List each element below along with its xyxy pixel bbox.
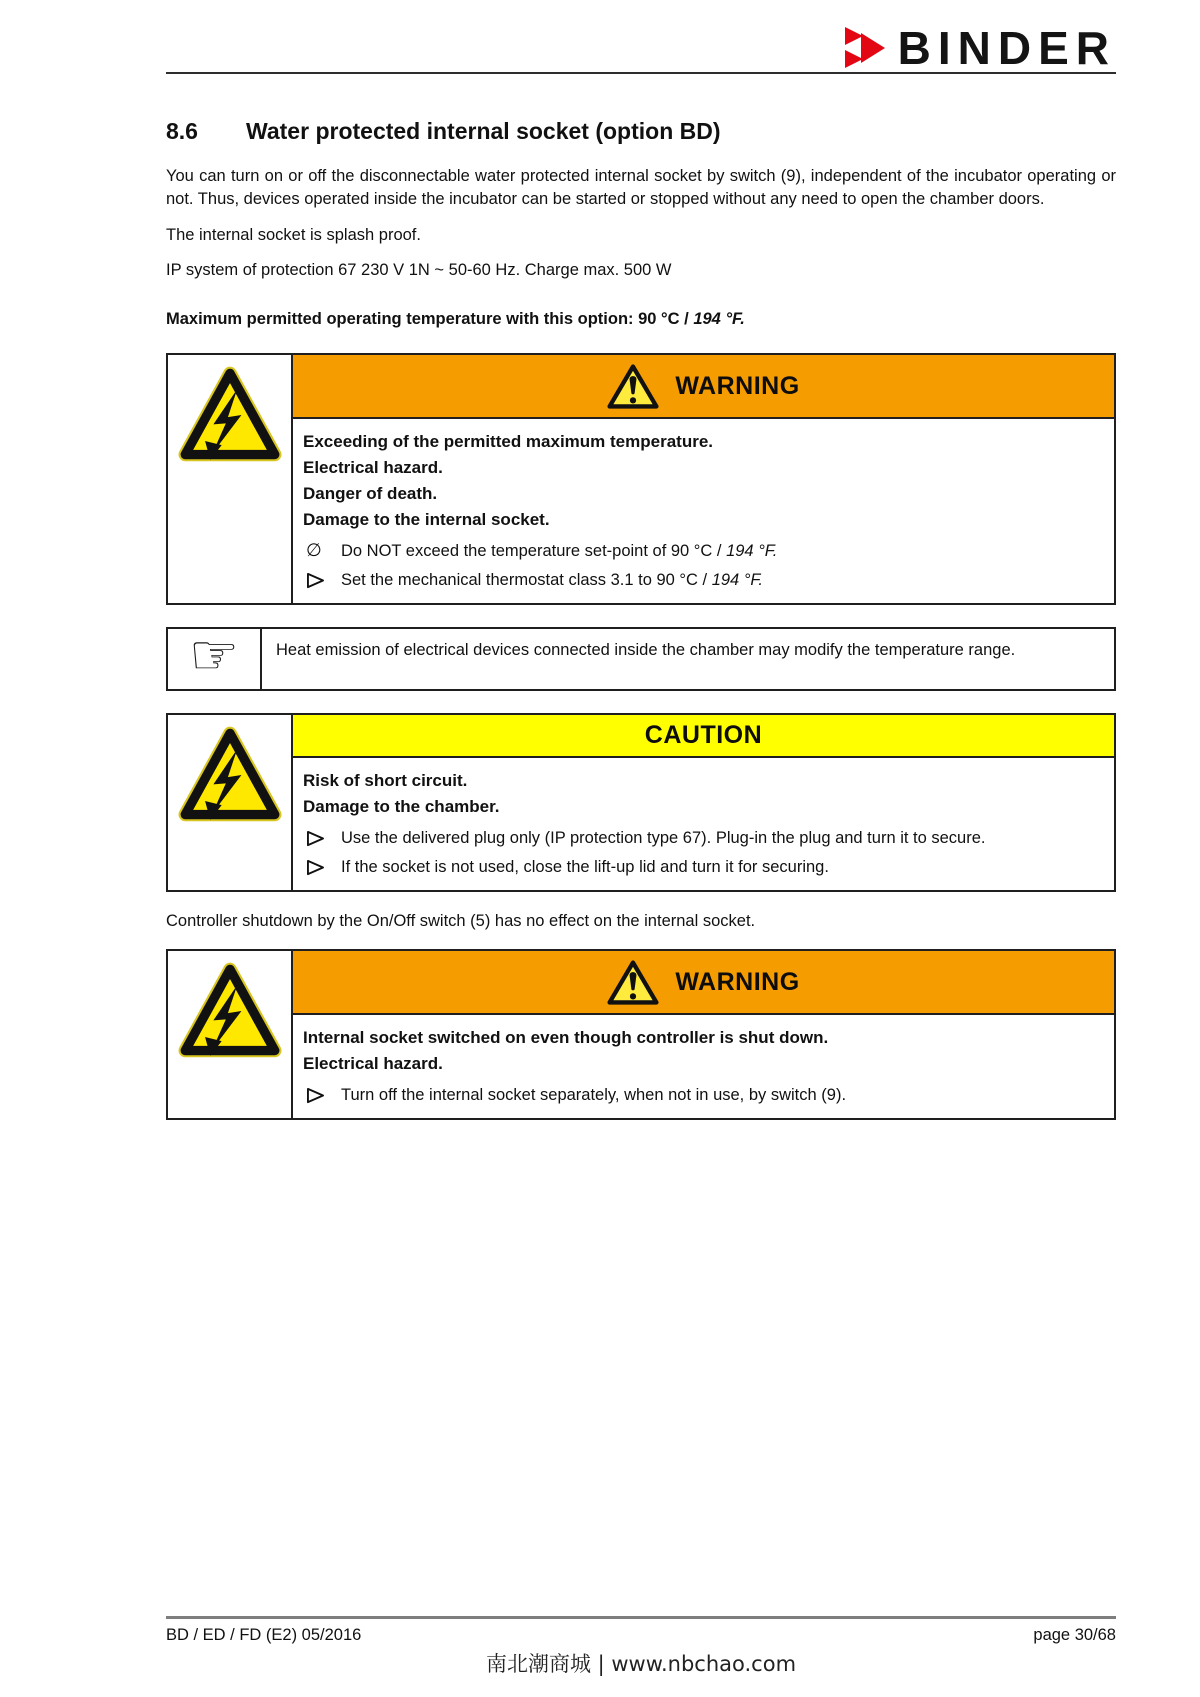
hazard-statement: Risk of short circuit. bbox=[303, 771, 468, 790]
electrical-hazard-triangle-icon bbox=[178, 958, 282, 1064]
electrical-hazard-triangle-icon bbox=[178, 362, 282, 468]
instruction-text-fahrenheit: 194 °F. bbox=[711, 571, 763, 589]
warning-triangle-icon bbox=[607, 959, 659, 1006]
page-content bbox=[166, 0, 1116, 1120]
binder-logo-arrows-icon bbox=[844, 26, 886, 70]
document-version: BD / ED / FD (E2) 05/2016 bbox=[166, 1626, 362, 1644]
instruction-text: Turn off the internal socket separately, when not in use, by switch (9). bbox=[341, 1086, 847, 1104]
caution-body bbox=[293, 758, 1114, 890]
warning2-band bbox=[293, 951, 1114, 1015]
splash-proof-paragraph: The internal socket is splash proof. bbox=[166, 226, 421, 244]
caution-box-short-circuit bbox=[166, 713, 1116, 892]
ip-protection-paragraph: IP system of protection 67 230 V 1N ~ 50-60 Hz. Charge max. 500 W bbox=[166, 261, 672, 279]
action-instruction bbox=[303, 827, 1098, 849]
warning2-content bbox=[293, 951, 1114, 1118]
instruction-text bbox=[341, 569, 763, 591]
arrow-bullet-icon bbox=[306, 569, 328, 589]
hazard-statement: Electrical hazard. bbox=[303, 458, 443, 477]
arrow-bullet-icon bbox=[306, 1084, 328, 1104]
prohibition-instruction bbox=[303, 540, 1098, 562]
action-instruction bbox=[303, 856, 1098, 878]
warning1-label: WARNING bbox=[675, 371, 800, 400]
page-footer bbox=[166, 1616, 1116, 1678]
caution-content bbox=[293, 715, 1114, 890]
header bbox=[166, 0, 1116, 72]
warning1-body bbox=[293, 419, 1114, 603]
electrical-hazard-triangle-icon bbox=[178, 722, 282, 828]
controller-shutdown-paragraph: Controller shutdown by the On/Off switch (5) has no effect on the internal socket. bbox=[166, 912, 756, 930]
action-instruction bbox=[303, 569, 1098, 591]
hazard-statement: Exceeding of the permitted maximum temperature. bbox=[303, 432, 713, 451]
warning2-label: WARNING bbox=[675, 967, 800, 996]
note-icon-cell bbox=[168, 623, 262, 689]
max-temperature-text: Maximum permitted operating temperature with this option: 90 °C / bbox=[166, 310, 694, 328]
intro-paragraph: You can turn on or off the disconnectable water protected internal socket by switch (9), independent of the incubator operating or not. Thus, devices operated inside the incubator can be started or stopped without any need to open the chamber doors. bbox=[166, 167, 1116, 208]
page-number: page 30/68 bbox=[1033, 1626, 1116, 1644]
brand-name: BINDER bbox=[897, 22, 1116, 74]
warning1-content bbox=[293, 355, 1114, 603]
max-temperature-paragraph bbox=[166, 308, 1116, 331]
warning1-icon-cell bbox=[168, 355, 293, 603]
hazard-statement: Electrical hazard. bbox=[303, 1054, 443, 1073]
warning2-icon-cell bbox=[168, 951, 293, 1118]
instruction-text: Use the delivered plug only (IP protection type 67). Plug-in the plug and turn it to secure. bbox=[341, 829, 986, 847]
footer-divider bbox=[166, 1616, 1116, 1619]
footer-row bbox=[166, 1626, 1116, 1645]
warning-box-max-temperature bbox=[166, 353, 1116, 605]
caution-band bbox=[293, 715, 1114, 758]
instruction-text-fahrenheit: 194 °F. bbox=[726, 542, 778, 560]
section-number: 8.6 bbox=[166, 118, 198, 144]
warning-triangle-icon bbox=[607, 363, 659, 410]
instruction-text: If the socket is not used, close the lift-up lid and turn it for securing. bbox=[341, 858, 829, 876]
hazard-statement: Internal socket switched on even though controller is shut down. bbox=[303, 1028, 829, 1047]
prohibition-bullet-icon: ∅ bbox=[306, 540, 322, 561]
action-instruction bbox=[303, 1084, 1098, 1106]
instruction-text-main: Set the mechanical thermostat class 3.1 to 90 °C / bbox=[341, 571, 712, 589]
note-text: Heat emission of electrical devices connected inside the chamber may modify the temperature range. bbox=[276, 641, 1016, 659]
warning2-body bbox=[293, 1015, 1114, 1118]
instruction-text bbox=[341, 540, 777, 562]
caution-icon-cell bbox=[168, 715, 293, 890]
warning1-band bbox=[293, 355, 1114, 419]
instruction-text-main: Do NOT exceed the temperature set-point of 90 °C / bbox=[341, 542, 727, 560]
section-heading bbox=[166, 118, 1116, 145]
section-title: Water protected internal socket (option BD) bbox=[246, 118, 721, 144]
watermark-text: 南北潮商城 | www.nbchao.com bbox=[485, 1652, 797, 1676]
arrow-bullet-icon bbox=[306, 856, 328, 876]
hazard-statement: Damage to the chamber. bbox=[303, 797, 500, 816]
pointing-hand-icon: ☞ bbox=[188, 623, 240, 688]
hazard-statement: Danger of death. bbox=[303, 484, 438, 503]
hazard-statement: Damage to the internal socket. bbox=[303, 510, 550, 529]
caution-label: CAUTION bbox=[644, 721, 763, 749]
warning-box-internal-socket bbox=[166, 949, 1116, 1120]
note-box bbox=[166, 623, 1116, 691]
max-temperature-fahrenheit: 194 °F. bbox=[693, 310, 745, 328]
arrow-bullet-icon bbox=[306, 827, 328, 847]
